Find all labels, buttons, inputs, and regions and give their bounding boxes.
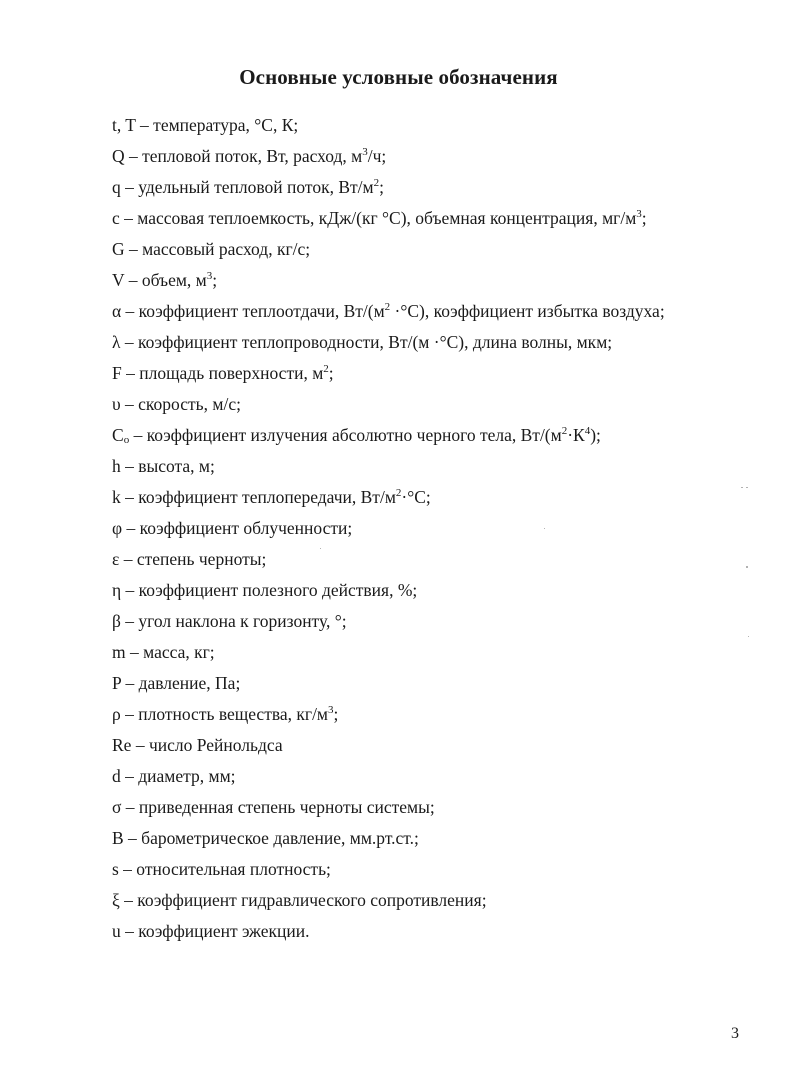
scan-speck	[746, 566, 748, 568]
symbol-text: α – коэффициент теплоотдачи, Вт/(м	[112, 301, 385, 321]
symbol-text: m – масса, кг;	[112, 642, 215, 662]
symbol-line	[112, 141, 752, 172]
symbol-text: ·К	[567, 425, 585, 445]
symbol-text: u – коэффициент эжекции.	[112, 921, 310, 941]
symbol-line	[112, 389, 752, 420]
symbol-line	[112, 327, 752, 358]
symbol-text: C	[112, 425, 124, 445]
symbol-text: ;	[641, 208, 647, 228]
symbol-line	[112, 730, 752, 761]
symbol-text: ρ – плотность вещества, кг/м	[112, 704, 329, 724]
symbol-text: d – диаметр, мм;	[112, 766, 236, 786]
symbol-text: η – коэффициент полезного действия, %;	[112, 580, 418, 600]
symbol-line	[112, 606, 752, 637]
symbol-text: P – давление, Па;	[112, 673, 241, 693]
symbol-line	[112, 544, 752, 575]
symbol-text: ·°С), коэффициент избытка воздуха;	[390, 301, 665, 321]
superscript: 2	[323, 363, 329, 375]
scan-speck	[544, 528, 545, 529]
symbol-line	[112, 172, 752, 203]
symbol-line	[112, 296, 752, 327]
symbol-text: B – барометрическое давление, мм.рт.ст.;	[112, 828, 419, 848]
symbol-line	[112, 854, 752, 885]
superscript: 2	[384, 301, 391, 313]
symbol-text: );	[590, 425, 601, 445]
symbol-line	[112, 110, 752, 141]
superscript: 3	[328, 704, 334, 716]
superscript: 2	[561, 425, 568, 437]
symbol-line	[112, 234, 752, 265]
symbol-text: ;	[212, 270, 218, 290]
symbol-text: ;	[379, 177, 384, 197]
symbol-line	[112, 451, 752, 482]
symbol-list	[112, 110, 752, 947]
symbol-text: h – высота, м;	[112, 456, 215, 476]
superscript: 3	[206, 270, 213, 282]
symbol-text: ;	[333, 704, 339, 724]
symbol-text: Re – число Рейнольдса	[112, 735, 283, 755]
symbol-text: t, T – температура, °С, К;	[112, 115, 299, 135]
symbol-text: ε – степень черноты;	[112, 549, 267, 569]
symbol-line	[112, 885, 752, 916]
symbol-text: F – площадь поверхности, м	[112, 363, 324, 383]
symbol-text: Q – тепловой поток, Вт, расход, м	[112, 146, 363, 166]
symbol-line	[112, 637, 752, 668]
scan-speck	[320, 548, 321, 549]
symbol-text: s – относительная плотность;	[112, 859, 331, 879]
symbol-line	[112, 792, 752, 823]
symbol-text: k – коэффициент теплопередачи, Вт/м	[112, 487, 396, 507]
symbol-line	[112, 575, 752, 606]
superscript: 2	[373, 177, 380, 189]
symbol-line	[112, 668, 752, 699]
symbol-line	[112, 358, 752, 389]
superscript: 4	[584, 425, 591, 437]
symbol-text: β – угол наклона к горизонту, °;	[112, 611, 347, 631]
superscript: 3	[636, 208, 642, 220]
symbol-line	[112, 916, 752, 947]
symbol-text: ξ – коэффициент гидравлического сопротивления;	[112, 890, 487, 910]
symbol-text: q – удельный тепловой поток, Вт/м	[112, 177, 374, 197]
superscript: 3	[362, 146, 368, 158]
superscript: 2	[395, 487, 402, 499]
page-title: Основные условные обозначения	[239, 65, 558, 89]
symbol-text: ·°С;	[401, 487, 431, 507]
symbol-text: ;	[328, 363, 334, 383]
page-number: 3	[731, 1025, 739, 1042]
symbol-text: σ – приведенная степень черноты системы;	[112, 797, 435, 817]
symbol-text: c – массовая теплоемкость, кДж/(кг °С), объемная концентрация, мг/м	[112, 208, 637, 228]
symbol-line	[112, 203, 752, 234]
symbol-text: /ч;	[367, 146, 387, 166]
symbol-line	[112, 482, 752, 513]
symbol-text: V – объем, м	[112, 270, 207, 290]
scan-speck	[746, 487, 748, 488]
symbol-text: G – массовый расход, кг/с;	[112, 239, 311, 259]
scan-speck	[748, 636, 749, 637]
symbol-line	[112, 761, 752, 792]
subscript: o	[123, 434, 130, 446]
symbol-line	[112, 823, 752, 854]
symbol-text: φ – коэффициент облученности;	[112, 518, 353, 538]
symbol-line	[112, 699, 752, 730]
symbol-line	[112, 513, 752, 544]
symbol-text: – коэффициент излучения абсолютно черного тела, Вт/(м	[129, 425, 562, 445]
symbol-text: υ – скорость, м/с;	[112, 394, 241, 414]
symbol-line	[112, 265, 752, 296]
scan-speck	[741, 487, 743, 488]
symbol-text: λ – коэффициент теплопроводности, Вт/(м ·°С), длина волны, мкм;	[112, 332, 613, 352]
symbol-line	[112, 420, 752, 451]
